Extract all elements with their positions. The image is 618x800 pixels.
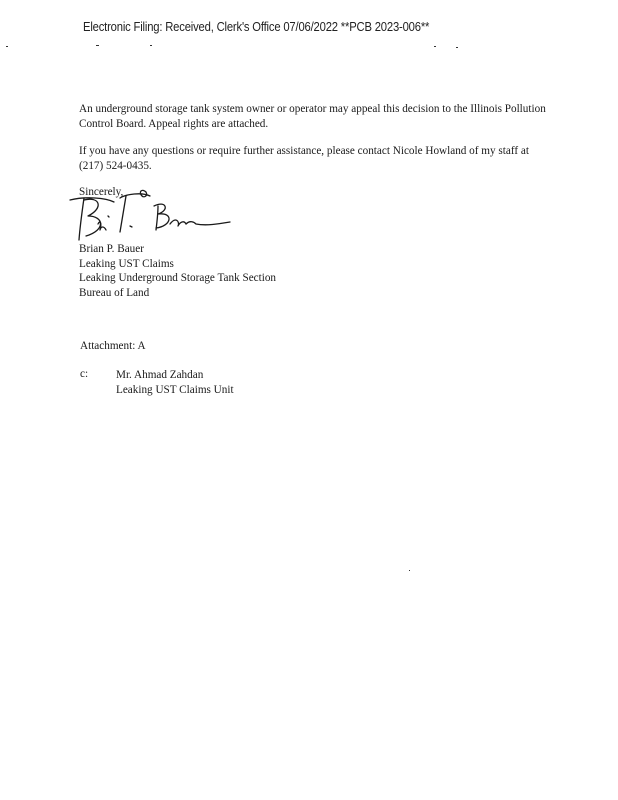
cc-name: Mr. Ahmad Zahdan [116,369,204,381]
scan-speck [409,570,410,571]
cc-recipient [116,368,234,397]
signer-name: Brian P. Bauer [79,243,144,255]
contact-paragraph: If you have any questions or require further assistance, please contact Nicole Howland of my staff at (217) 524-0435. [79,145,529,172]
signer-section: Leaking Underground Storage Tank Section [79,272,277,284]
handwritten-signature [66,186,236,248]
electronic-filing-stamp: Electronic Filing: Received, Clerk's Office 07/06/2022 **PCB 2023-006** [83,20,430,34]
scan-speck [6,46,8,47]
closing-salutation: Sincerely, [79,186,124,198]
cc-label: c: [80,368,89,380]
signer-bureau: Bureau of Land [79,286,150,299]
signer-title: Leaking UST Claims [79,257,174,270]
scan-speck [456,47,458,48]
appeal-rights-paragraph: An underground storage tank system owner or operator may appeal this decision to the Illinois Pollution Control Board. Appeal rights are attached. [79,103,546,130]
scan-speck [150,45,152,46]
signature-block [79,242,276,300]
scan-speck [96,45,99,46]
scan-speck [434,46,436,47]
attachment-note: Attachment: A [80,340,146,352]
cc-unit: Leaking UST Claims Unit [116,383,234,396]
